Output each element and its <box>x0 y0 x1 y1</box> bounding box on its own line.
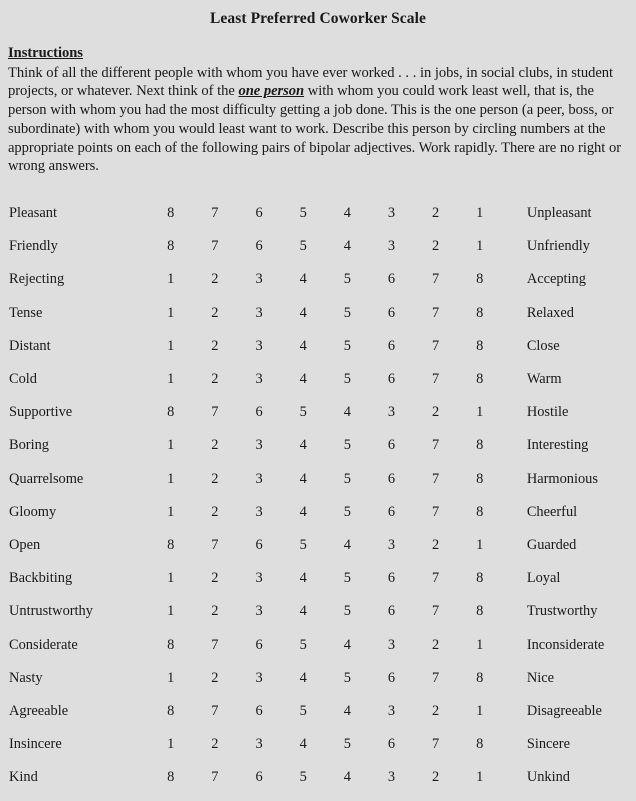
scale-option[interactable]: 5 <box>343 304 351 321</box>
left-adjective: Pleasant <box>9 205 57 222</box>
scale-option[interactable]: 7 <box>211 769 219 786</box>
scale-option[interactable]: 6 <box>387 437 396 454</box>
scale-option[interactable]: 6 <box>255 636 263 653</box>
scale-option[interactable]: 5 <box>343 669 351 686</box>
scale-option[interactable]: 2 <box>211 736 219 753</box>
scale-option[interactable]: 5 <box>343 371 351 388</box>
scale-option[interactable]: 4 <box>299 603 307 620</box>
right-adjective: Unpleasant <box>526 205 592 222</box>
scale-option[interactable]: 8 <box>167 205 175 222</box>
scale-option[interactable]: 1 <box>476 636 484 653</box>
scale-option[interactable]: 6 <box>255 536 263 553</box>
scale-option[interactable]: 7 <box>432 736 440 753</box>
table-row <box>8 197 628 230</box>
scale-option[interactable]: 6 <box>255 769 263 786</box>
right-adjective: Harmonious <box>526 470 598 487</box>
right-adjective: Warm <box>526 371 562 388</box>
scale-option[interactable]: 4 <box>343 636 351 653</box>
scale-option[interactable]: 7 <box>211 238 219 255</box>
scale-option[interactable]: 4 <box>299 470 307 487</box>
scale-option[interactable]: 4 <box>299 271 307 288</box>
table-row <box>8 761 628 794</box>
right-adjective: Interesting <box>526 437 589 454</box>
right-adjective: Guarded <box>526 536 577 553</box>
scale-option[interactable]: 1 <box>476 702 484 719</box>
scale-option[interactable]: 6 <box>255 702 263 719</box>
scale-option[interactable]: 6 <box>255 238 263 255</box>
scale-option[interactable]: 2 <box>211 337 219 354</box>
scale-option[interactable]: 4 <box>299 437 307 454</box>
scale-option[interactable]: 3 <box>255 470 263 487</box>
left-adjective: Distant <box>9 337 51 354</box>
scale-option[interactable]: 1 <box>167 271 175 288</box>
scale-option[interactable]: 6 <box>255 205 263 222</box>
scale-option[interactable]: 3 <box>387 636 396 653</box>
scale-option[interactable]: 1 <box>476 536 484 553</box>
scale-option[interactable]: 4 <box>343 404 351 421</box>
scale-option[interactable]: 8 <box>476 304 484 321</box>
scale-option[interactable]: 4 <box>299 337 307 354</box>
table-row <box>8 562 628 595</box>
scale-option[interactable]: 7 <box>432 470 440 487</box>
scale-option[interactable]: 1 <box>476 205 484 222</box>
right-adjective: Accepting <box>526 271 586 288</box>
scale-option[interactable]: 3 <box>387 536 396 553</box>
scale-option[interactable]: 7 <box>432 337 440 354</box>
table-row <box>8 230 628 263</box>
scale-option[interactable]: 2 <box>211 603 219 620</box>
page-title: Least Preferred Coworker Scale <box>209 10 427 27</box>
scale-option[interactable]: 3 <box>387 205 396 222</box>
left-adjective: Nasty <box>9 669 43 686</box>
scale-option[interactable]: 2 <box>211 271 219 288</box>
scale-option[interactable]: 7 <box>432 669 440 686</box>
scale-option[interactable]: 2 <box>211 371 219 388</box>
table-row <box>8 595 628 628</box>
scale-option[interactable]: 6 <box>387 304 396 321</box>
scale-option[interactable]: 2 <box>211 437 219 454</box>
scale-option[interactable]: 2 <box>432 536 440 553</box>
scale-option[interactable]: 5 <box>343 603 351 620</box>
scale-option[interactable]: 4 <box>343 702 351 719</box>
scale-option[interactable]: 6 <box>387 603 396 620</box>
table-row <box>8 662 628 695</box>
scale-option[interactable]: 3 <box>255 437 263 454</box>
scale-option[interactable]: 3 <box>255 736 263 753</box>
scale-option[interactable]: 4 <box>299 570 307 587</box>
right-adjective: Sincere <box>526 736 570 753</box>
scale-option[interactable]: 3 <box>255 603 263 620</box>
scale-option[interactable]: 8 <box>167 536 175 553</box>
left-adjective: Kind <box>9 769 38 786</box>
instructions-section <box>8 44 628 176</box>
scale-option[interactable]: 1 <box>167 503 175 520</box>
scale-option[interactable]: 7 <box>211 702 219 719</box>
left-adjective: Quarrelsome <box>9 470 84 487</box>
scale-option[interactable]: 3 <box>387 238 396 255</box>
right-adjective: Disagreeable <box>526 702 602 719</box>
left-adjective: Insincere <box>9 736 62 753</box>
scale-option[interactable]: 3 <box>387 404 396 421</box>
scale-option[interactable]: 1 <box>167 570 175 587</box>
left-adjective: Backbiting <box>9 570 73 587</box>
table-row <box>8 462 628 495</box>
scale-option[interactable]: 2 <box>211 503 219 520</box>
scale-option[interactable]: 1 <box>167 603 175 620</box>
left-adjective: Gloomy <box>9 503 57 520</box>
scale-option[interactable]: 6 <box>387 470 396 487</box>
scale-option[interactable]: 5 <box>299 702 307 719</box>
scale-option[interactable]: 7 <box>211 636 219 653</box>
scale-option[interactable]: 8 <box>167 702 175 719</box>
scale-option[interactable]: 6 <box>387 371 396 388</box>
right-adjective: Unkind <box>526 769 570 786</box>
scale-option[interactable]: 2 <box>211 470 219 487</box>
scale-option[interactable]: 7 <box>211 205 219 222</box>
table-row <box>8 297 628 330</box>
table-row <box>8 429 628 462</box>
left-adjective: Friendly <box>9 238 58 255</box>
scale-option[interactable]: 2 <box>432 238 440 255</box>
instructions-text-part1: Think of all the different people with whom you have ever worked . . . in jobs, in social clubs, in student projects, or whatever. Next think of the <box>8 64 613 100</box>
scale-option[interactable]: 7 <box>432 371 440 388</box>
table-row <box>8 330 628 363</box>
scale-option[interactable]: 6 <box>387 271 396 288</box>
scale-option[interactable]: 8 <box>167 769 175 786</box>
scale-option[interactable]: 5 <box>299 536 307 553</box>
scale-option[interactable]: 4 <box>299 503 307 520</box>
table-row <box>8 529 628 562</box>
document-page <box>0 9 636 801</box>
scale-option[interactable]: 5 <box>299 769 307 786</box>
scale-option[interactable]: 8 <box>167 404 175 421</box>
left-adjective: Supportive <box>9 404 73 421</box>
instructions-heading-wrap <box>8 44 628 62</box>
scale-option[interactable]: 5 <box>299 238 307 255</box>
scale-option[interactable]: 7 <box>432 603 440 620</box>
instructions-text-part2: with whom you could work least well, that is, the person with whom you had the most difficulty getting a job done. This is the one person (a peer, boss, or subordinate) with whom you would least want to work. Describe this person by circling numbers at the appropriate points on each of the following pairs of bipolar adjectives. Work rapidly. There are no right or wrong answers. <box>8 83 622 175</box>
scale-option[interactable]: 1 <box>476 238 484 255</box>
scale-option[interactable]: 4 <box>299 669 307 686</box>
scale-option[interactable]: 6 <box>387 503 396 520</box>
table-row <box>8 728 628 761</box>
left-adjective: Open <box>9 536 41 553</box>
right-adjective: Hostile <box>526 404 569 421</box>
scale-option[interactable]: 8 <box>476 337 484 354</box>
scale-option[interactable]: 5 <box>343 271 351 288</box>
instructions-body <box>8 64 628 176</box>
scale-option[interactable]: 7 <box>432 503 440 520</box>
instructions-emphasis-one-person: one person <box>238 83 305 100</box>
scale-option[interactable]: 7 <box>211 404 219 421</box>
scale-option[interactable]: 5 <box>343 570 351 587</box>
scale-option[interactable]: 1 <box>167 669 175 686</box>
scale-option[interactable]: 6 <box>387 669 396 686</box>
scale-option[interactable]: 1 <box>476 769 484 786</box>
scale-option[interactable]: 8 <box>476 736 484 753</box>
scale-option[interactable]: 5 <box>299 404 307 421</box>
scale-option[interactable]: 5 <box>343 437 351 454</box>
scale-option[interactable]: 4 <box>343 238 351 255</box>
scale-option[interactable]: 3 <box>255 503 263 520</box>
left-adjective: Agreeable <box>9 702 69 719</box>
scale-option[interactable]: 2 <box>211 669 219 686</box>
scale-option[interactable]: 2 <box>211 304 219 321</box>
scale-option[interactable]: 6 <box>387 570 396 587</box>
scale-option[interactable]: 4 <box>343 205 351 222</box>
scale-option[interactable]: 6 <box>255 404 263 421</box>
right-adjective: Trustworthy <box>526 603 598 620</box>
scale-option[interactable]: 8 <box>476 669 484 686</box>
left-adjective: Rejecting <box>9 271 65 288</box>
scale-option[interactable]: 5 <box>343 337 351 354</box>
scale-option[interactable]: 2 <box>432 702 440 719</box>
scale-option[interactable]: 2 <box>432 769 440 786</box>
table-row <box>8 263 628 296</box>
scale-option[interactable]: 4 <box>343 769 351 786</box>
scale-option[interactable]: 8 <box>476 437 484 454</box>
left-adjective: Boring <box>9 437 49 454</box>
scale-option[interactable]: 1 <box>167 736 175 753</box>
scale-option[interactable]: 2 <box>432 404 440 421</box>
scale-option[interactable]: 3 <box>255 337 263 354</box>
scale-option[interactable]: 3 <box>255 570 263 587</box>
left-adjective: Tense <box>9 304 43 321</box>
scale-option[interactable]: 8 <box>476 570 484 587</box>
right-adjective: Inconsiderate <box>526 636 605 653</box>
right-adjective: Close <box>526 337 560 354</box>
scale-option[interactable]: 4 <box>299 371 307 388</box>
scale-option[interactable]: 7 <box>432 437 440 454</box>
instructions-heading: Instructions <box>8 45 83 62</box>
scale-option[interactable]: 4 <box>299 304 307 321</box>
scale-option[interactable]: 3 <box>387 769 396 786</box>
scale-option[interactable]: 3 <box>255 271 263 288</box>
scale-option[interactable]: 1 <box>167 470 175 487</box>
scale-option[interactable]: 4 <box>299 736 307 753</box>
scale-option[interactable]: 1 <box>476 404 484 421</box>
scale-option[interactable]: 8 <box>167 636 175 653</box>
scale-option[interactable]: 8 <box>476 271 484 288</box>
lpc-scale-table <box>8 197 628 794</box>
left-adjective: Cold <box>9 371 37 388</box>
scale-option[interactable]: 1 <box>167 371 175 388</box>
scale-option[interactable]: 1 <box>167 304 175 321</box>
scale-option[interactable]: 3 <box>255 669 263 686</box>
scale-option[interactable]: 5 <box>343 470 351 487</box>
scale-option[interactable]: 5 <box>343 503 351 520</box>
scale-option[interactable]: 6 <box>387 736 396 753</box>
lpc-scale-body <box>8 197 628 794</box>
scale-option[interactable]: 1 <box>167 337 175 354</box>
table-row <box>8 695 628 728</box>
scale-option[interactable]: 5 <box>299 636 307 653</box>
scale-option[interactable]: 5 <box>299 205 307 222</box>
table-row <box>8 496 628 529</box>
right-adjective: Loyal <box>526 570 561 587</box>
scale-option[interactable]: 3 <box>387 702 396 719</box>
scale-option[interactable]: 2 <box>432 205 440 222</box>
scale-option[interactable]: 2 <box>432 636 440 653</box>
table-row <box>8 628 628 661</box>
scale-option[interactable]: 8 <box>476 503 484 520</box>
right-adjective: Relaxed <box>526 304 574 321</box>
scale-option[interactable]: 1 <box>167 437 175 454</box>
table-row <box>8 363 628 396</box>
scale-option[interactable]: 8 <box>476 371 484 388</box>
scale-option[interactable]: 8 <box>476 470 484 487</box>
scale-option[interactable]: 7 <box>432 304 440 321</box>
left-adjective: Untrustworthy <box>9 603 93 620</box>
scale-option[interactable]: 5 <box>343 736 351 753</box>
scale-option[interactable]: 4 <box>343 536 351 553</box>
scale-option[interactable]: 8 <box>476 603 484 620</box>
scale-option[interactable]: 3 <box>255 304 263 321</box>
scale-option[interactable]: 2 <box>211 570 219 587</box>
scale-option[interactable]: 7 <box>211 536 219 553</box>
scale-option[interactable]: 7 <box>432 271 440 288</box>
scale-option[interactable]: 3 <box>255 371 263 388</box>
table-row <box>8 396 628 429</box>
right-adjective: Cheerful <box>526 503 578 520</box>
right-adjective: Nice <box>526 669 554 686</box>
scale-option[interactable]: 7 <box>432 570 440 587</box>
right-adjective: Unfriendly <box>526 238 590 255</box>
scale-option[interactable]: 6 <box>387 337 396 354</box>
left-adjective: Considerate <box>9 636 78 653</box>
scale-option[interactable]: 8 <box>167 238 175 255</box>
